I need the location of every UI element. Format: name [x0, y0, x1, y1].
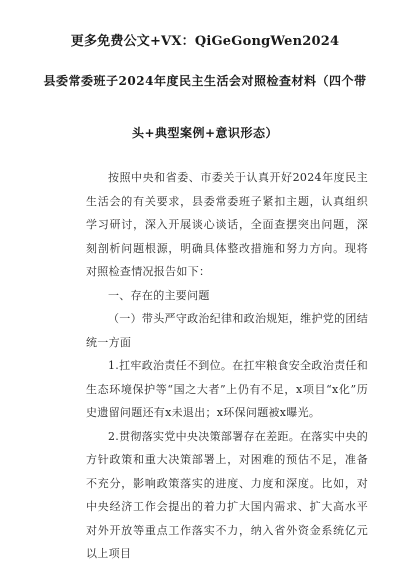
body-paragraph: 1.扛牢政治责任不到位。在扛牢粮食安全政治责任和生态环境保护等“国之大者”上仍有不足，x项目“x化”历史遗留问题还有x未退出；x环保问题被x曝光。: [86, 359, 368, 419]
promo-header: 更多免费公文+VX：QiGeGongWen2024: [70, 34, 340, 49]
intro-paragraph: 按照中央和省委、市委关于认真开好2024年度民主生活会的有关要求，县委常委班子紧扣主题，认真组织学习研讨，深入开展谈心谈话，全面查摆突出问题，深刻剖析问题根源，明确具体整改措施和努力方向。现将对照检查情况报告如下：: [86, 171, 368, 278]
body-paragraph: 2.贯彻落实党中央决策部署存在差距。在落实中央的方针政策和重大决策部署上，对困难的预估不足，准备不充分，影响政策落实的进度、力度和深度。比如，对中央经济工作会提出的着力扩大国内需求、扩大高水平对外开放等重点工作落实不力，纳入省外资金系统亿元以上项目: [86, 429, 368, 560]
document-title-line-1: 县委常委班子2024年度民主生活会对照检查材料（四个带: [43, 74, 367, 88]
subsection-heading: （一）带头严守政治纪律和政治规矩，维护党的团结统一方面: [86, 312, 368, 349]
section-heading: 一、存在的主要问题: [108, 288, 210, 302]
document-title-line-2: 头+典型案例+意识形态）: [131, 126, 279, 140]
document-body: [86, 166, 368, 566]
